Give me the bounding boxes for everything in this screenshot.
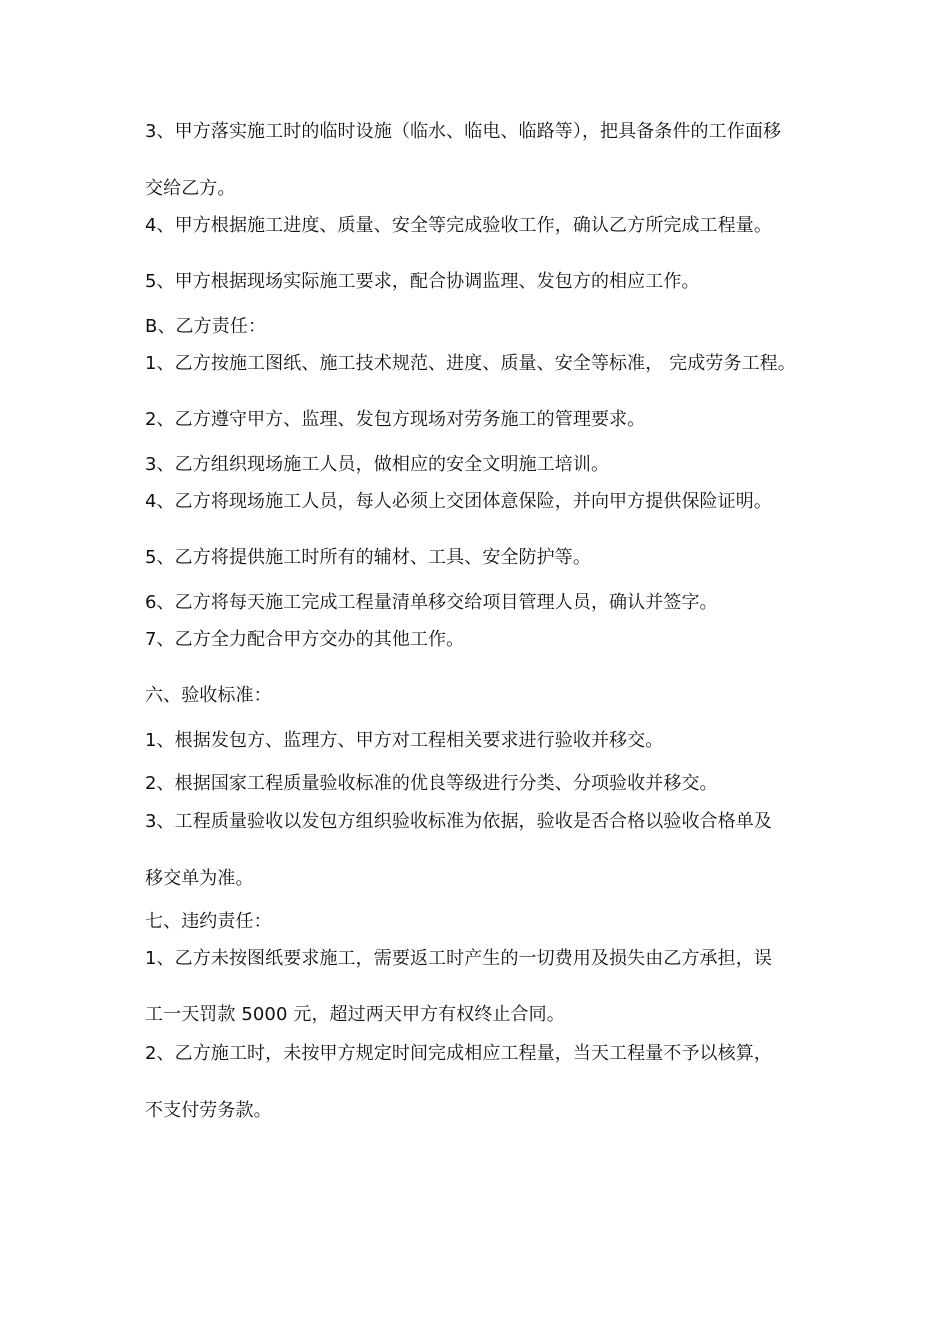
text-line: 3、工程质量验收以发包方组织验收标准为依据，验收是否合格以验收合格单及	[145, 811, 772, 832]
text-line: 2、根据国家工程质量验收标准的优良等级进行分类、分项验收并移交。	[145, 773, 718, 794]
text-line: 不支付劳务款。	[145, 1100, 272, 1121]
text-line: 7、乙方全力配合甲方交办的其他工作。	[145, 629, 465, 650]
text-line: 3、乙方组织现场施工人员，做相应的安全文明施工培训。	[145, 454, 610, 475]
text-line: 1、根据发包方、监理方、甲方对工程相关要求进行验收并移交。	[145, 730, 664, 751]
section-heading: B、乙方责任：	[145, 316, 267, 337]
text-line: 5、甲方根据现场实际施工要求，配合协调监理、发包方的相应工作。	[145, 271, 700, 292]
text-line: 移交单为准。	[145, 868, 254, 889]
text-line: 4、甲方根据施工进度、质量、安全等完成验收工作，确认乙方所完成工程量。	[145, 215, 772, 236]
text-line: 5、乙方将提供施工时所有的辅材、工具、安全防护等。	[145, 547, 591, 568]
section-heading: 六、验收标准：	[145, 685, 272, 706]
text-line: 3、甲方落实施工时的临时设施（临水、临电、临路等），把具备条件的工作面移	[145, 121, 782, 142]
text-line: 工一天罚款 5000 元，超过两天甲方有权终止合同。	[145, 1004, 565, 1025]
text-line: 6、乙方将每天施工完成工程量清单移交给项目管理人员，确认并签字。	[145, 592, 718, 613]
text-line: 4、乙方将现场施工人员，每人必须上交团体意保险，并向甲方提供保险证明。	[145, 491, 772, 512]
text-line: 1、乙方未按图纸要求施工，需要返工时产生的一切费用及损失由乙方承担，误	[145, 948, 772, 969]
section-heading: 七、违约责任：	[145, 911, 272, 932]
text-line: 2、乙方遵守甲方、监理、发包方现场对劳务施工的管理要求。	[145, 409, 646, 430]
text-line: 2、乙方施工时，未按甲方规定时间完成相应工程量，当天工程量不予以核算，	[145, 1043, 772, 1064]
text-line: 1、乙方按施工图纸、施工技术规范、进度、质量、安全等标准， 完成劳务工程。	[145, 353, 796, 374]
text-line: 交给乙方。	[145, 178, 236, 199]
